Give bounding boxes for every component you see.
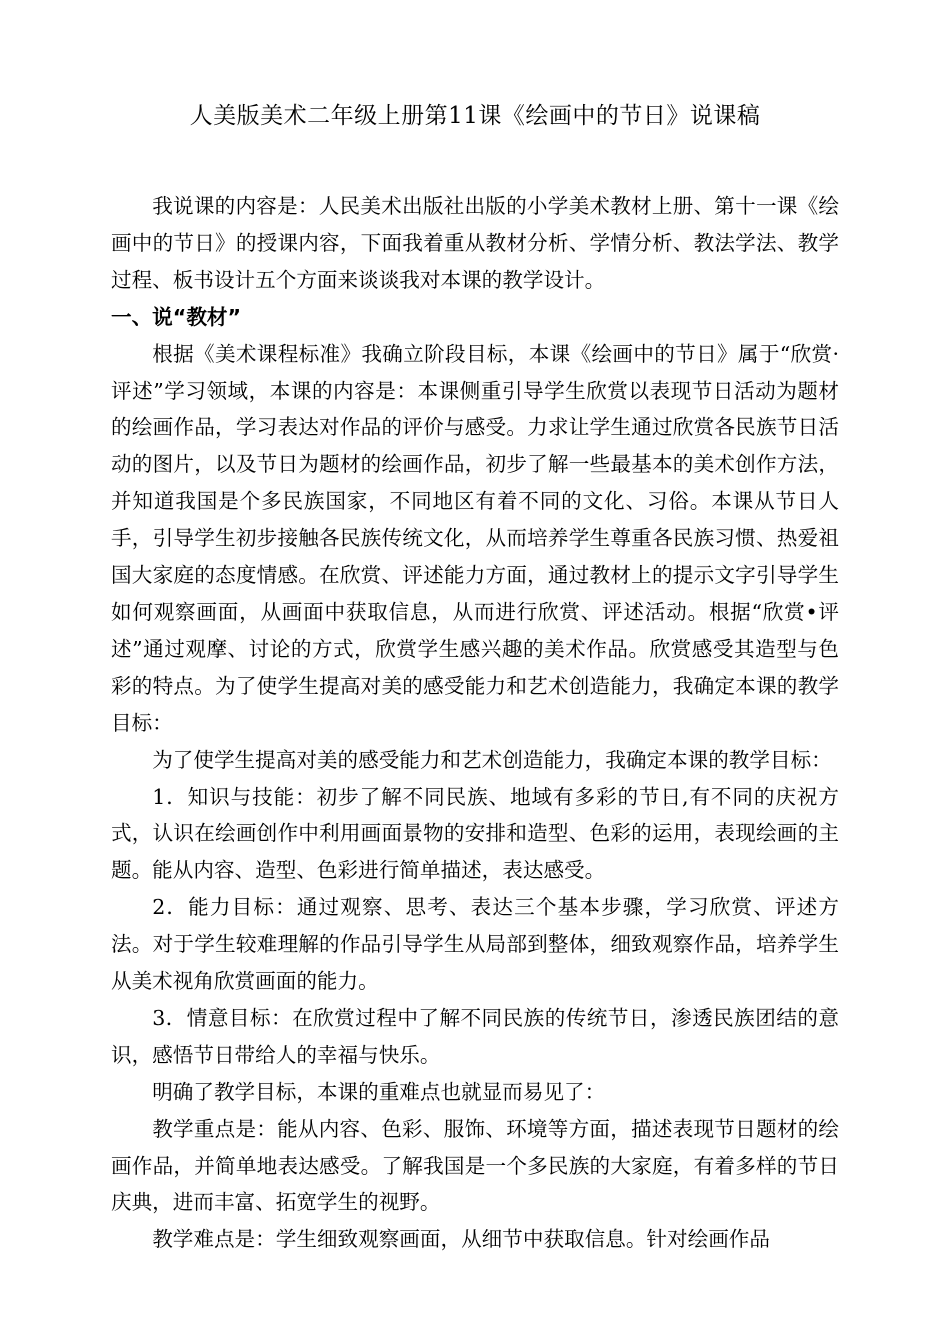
- teaching-key-point: 教学重点是：能从内容、色彩、服饰、环境等方面，描述表现节日题材的绘画作品，并简单地表达感受。了解我国是一个多民族的大家庭，有着多样的节日庆典，进而丰富、拓宽学生的视野。: [111, 1116, 839, 1215]
- textbook-analysis-paragraph: 根据《美术课程标准》我确立阶段目标，本课《绘画中的节日》属于“欣赏·评述”学习领域，本课的内容是：本课侧重引导学生欣赏以表现节日活动为题材的绘画作品，学习表达对作品的评价与感受。力求让学生通过欣赏各民族节日活动的图片，以及节日为题材的绘画作品，初步了解一些最基本的美术创作方法，并知道我国是个多民族国家，不同地区有着不同的文化、习俗。本课从节日人手，引导学生初步接触各民族传统文化，从而培养学生尊重各民族习惯、热爱祖国大家庭的态度情感。在欣赏、评述能力方面，通过教材上的提示文字引导学生如何观察画面，从画面中获取信息，从而进行欣赏、评述活动。根据“欣赏•评述”通过观摩、讨论的方式，欣赏学生感兴趣的美术作品。欣赏感受其造型与色彩的特点。为了使学生提高对美的感受能力和艺术创造能力，我确定本课的教学目标：: [111, 341, 839, 735]
- document-body: [111, 188, 839, 1258]
- goal-knowledge-skill: 1．知识与技能：初步了解不同民族、地域有多彩的节日,有不同的庆祝方式，认识在绘画创作中利用画面景物的安排和造型、色彩的运用，表现绘画的主题。能从内容、造型、色彩进行简单描述，表达感受。: [111, 784, 839, 883]
- teaching-difficult-point: 教学难点是：学生细致观察画面，从细节中获取信息。针对绘画作品: [152, 1227, 770, 1252]
- goal-emotion: 3．情意目标：在欣赏过程中了解不同民族的传统节日，渗透民族团结的意识，感悟节日带给人的幸福与快乐。: [111, 1005, 839, 1067]
- goal-intro-paragraph: 为了使学生提高对美的感受能力和艺术创造能力，我确定本课的教学目标：: [152, 747, 832, 772]
- key-points-intro: 明确了教学目标，本课的重难点也就显而易见了：: [152, 1079, 606, 1104]
- goal-ability: 2．能力目标：通过观察、思考、表达三个基本步骤，学习欣赏、评述方法。对于学生较难理解的作品引导学生从局部到整体，细致观察作品，培养学生从美术视角欣赏画面的能力。: [111, 895, 839, 994]
- document-title: 人美版美术二年级上册第11课《绘画中的节日》说课稿: [189, 103, 761, 129]
- section-heading-textbook: 一、说“教材”: [111, 304, 242, 329]
- intro-paragraph: 我说课的内容是：人民美术出版社出版的小学美术教材上册、第十一课《绘画中的节日》的授课内容，下面我着重从教材分析、学情分析、教法学法、教学过程、板书设计五个方面来谈谈我对本课的教学设计。: [111, 194, 839, 292]
